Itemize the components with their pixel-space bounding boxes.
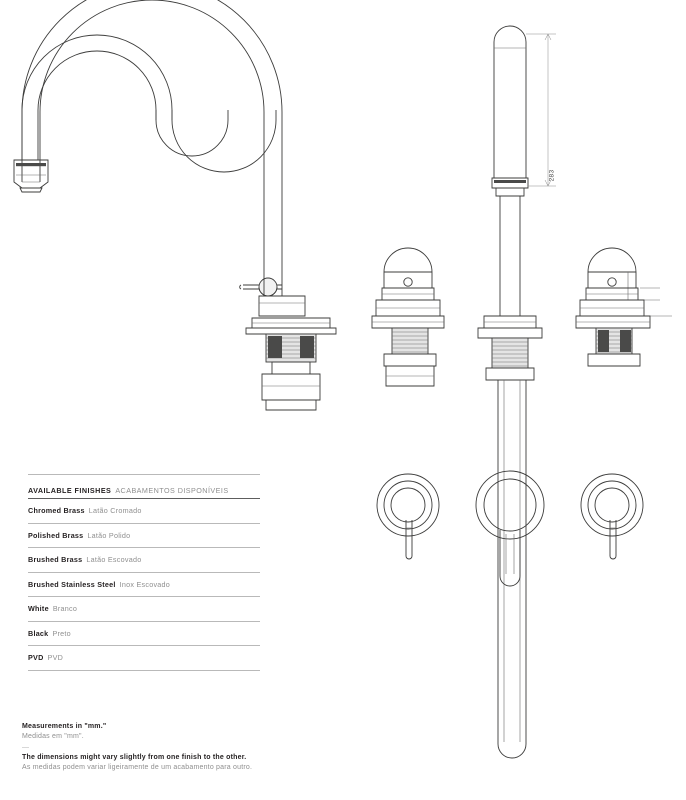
plan-view-handle-right	[581, 474, 643, 559]
threaded-shank-side	[492, 338, 528, 368]
finish-label-pt: Preto	[52, 628, 71, 638]
finish-row	[28, 499, 260, 524]
finishes-header-en: AVAILABLE FINISHES	[28, 486, 112, 495]
finish-row	[28, 597, 260, 622]
note-measurements-en: Measurements in "mm."	[22, 723, 107, 730]
note-tolerance-en: The dimensions might vary slightly from one finish to the other.	[22, 754, 247, 761]
finish-label-en: Brushed Brass	[28, 555, 83, 565]
threaded-shank-handle	[392, 328, 428, 354]
available-finishes-table	[28, 474, 260, 671]
finish-label-en: Polished Brass	[28, 530, 84, 540]
note-tolerance-pt: As medidas podem variar ligeiramente de um acabamento para outro.	[22, 764, 253, 771]
finish-label-en: PVD	[28, 653, 44, 663]
finish-row	[28, 622, 260, 647]
finish-row	[28, 524, 260, 549]
finish-label-pt: Latão Cromado	[88, 506, 142, 516]
finish-label-en: Chromed Brass	[28, 506, 85, 516]
side-view-spout	[478, 26, 542, 758]
threaded-shank-front	[266, 334, 316, 362]
finish-label-pt: Inox Escovado	[119, 579, 171, 589]
note-measurements-pt: Medidas em "mm".	[22, 733, 84, 740]
dimension-line-283	[526, 34, 556, 186]
dimension-label-283: 283	[548, 169, 556, 182]
lever-handle-front	[240, 278, 282, 296]
side-view-handle	[372, 248, 444, 386]
plan-view-handle-left	[377, 474, 439, 559]
finish-label-en: Brushed Stainless Steel	[28, 579, 116, 589]
finish-label-pt: Latão Polido	[87, 530, 131, 540]
note-divider: —	[22, 744, 29, 751]
plan-view-spout-base	[476, 471, 544, 586]
side-view-handle-alt	[576, 248, 672, 366]
finish-label-en: White	[28, 604, 49, 614]
finish-row	[28, 573, 260, 598]
finishes-header-row	[28, 475, 260, 499]
finish-row	[28, 646, 260, 671]
front-view-spout	[14, 0, 336, 410]
finishes-header-pt: ACABAMENTOS DISPONÍVEIS	[115, 486, 229, 495]
finish-label-en: Black	[28, 628, 49, 638]
finish-label-pt: Latão Escovado	[86, 555, 142, 565]
sheet-notes	[22, 722, 352, 773]
finish-label-pt: PVD	[47, 653, 64, 663]
finish-label-pt: Branco	[52, 604, 78, 614]
finish-row	[28, 548, 260, 573]
threaded-shank-handle-alt	[596, 328, 632, 354]
